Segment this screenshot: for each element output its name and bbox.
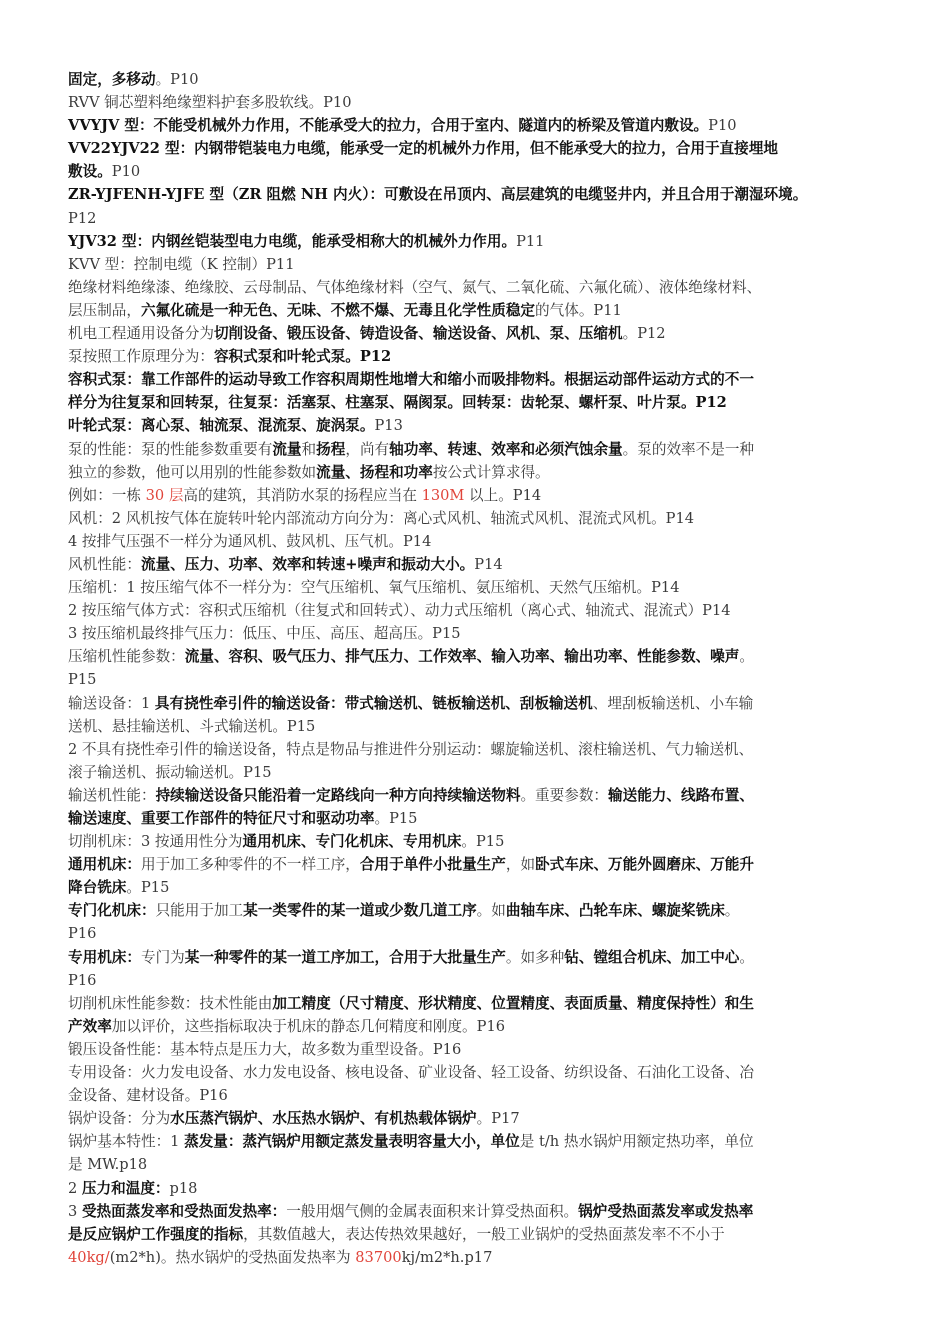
text-segment: 。泵的效率不是一种 bbox=[622, 440, 755, 458]
text-line bbox=[68, 576, 864, 599]
text-line bbox=[68, 946, 864, 969]
bold-text: 通用机床： bbox=[68, 856, 141, 874]
text-line bbox=[68, 207, 864, 230]
bold-text: VVYJV 型：不能受机械外力作用，不能承受大的拉力，合用于室内、隧道内的桥梁及管道内敷设。 bbox=[68, 117, 709, 135]
text-segment: 绝缘材料绝缘漆、绝缘胶、云母制品、气体绝缘材料（空气、氮气、二氧化硫、六氟化硫）、液体绝缘材料、 bbox=[68, 278, 762, 296]
text-line bbox=[68, 183, 864, 206]
text-line bbox=[68, 1084, 864, 1107]
text-segment: 。如多种 bbox=[505, 948, 565, 966]
text-line bbox=[68, 899, 864, 922]
text-line bbox=[68, 1200, 864, 1223]
text-segment: 风机：2 风机按气体在旋转叶轮内部流动方向分为：离心式风机、轴流式风机、混流式风机。P14 bbox=[68, 509, 695, 527]
text-line bbox=[68, 276, 864, 299]
text-line bbox=[68, 807, 864, 830]
text-segment: 层压制品， bbox=[68, 301, 141, 319]
text-line bbox=[68, 1177, 864, 1200]
highlight-text: 130M bbox=[421, 486, 465, 504]
bold-text: 锅炉受热面蒸发率或发热率 bbox=[578, 1202, 754, 1220]
text-segment: 锻压设备性能：基本特点是压力大，故多数为重型设备。P16 bbox=[68, 1040, 462, 1058]
text-line bbox=[68, 507, 864, 530]
text-line bbox=[68, 414, 864, 437]
bold-text: 流量、容积、吸气压力、排气压力、工作效率、输入功率、输出功率、性能参数、噪声 bbox=[184, 648, 740, 666]
highlight-text: 30 层 bbox=[145, 486, 184, 504]
text-segment: 按公式计算求得。 bbox=[432, 463, 550, 481]
bold-text: 通用机床、专门化机床、专用机床 bbox=[242, 833, 462, 851]
bold-text: 曲轴车床、凸轮车床、螺旋桨铣床 bbox=[505, 902, 725, 920]
bold-text: 加工精度（尺寸精度、形状精度、位置精度、表面质量、精度保持性）和生 bbox=[272, 994, 754, 1012]
text-segment: 以上。P14 bbox=[464, 486, 542, 504]
bold-text: 六氟化硫是一种无色、无味、不燃不爆、无毒且化学性质稳定 bbox=[140, 301, 536, 319]
text-segment: 、埋刮板输送机、小车输 bbox=[592, 694, 754, 712]
text-segment: 。如 bbox=[476, 902, 506, 920]
bold-text: 某一类零件的某一道或少数几道工序 bbox=[243, 902, 477, 920]
text-segment: kj/m2*h.p17 bbox=[401, 1248, 493, 1266]
text-segment: 锅炉设备：分为 bbox=[68, 1110, 171, 1128]
text-line bbox=[68, 137, 864, 160]
bold-text: 压力和温度： bbox=[81, 1179, 170, 1197]
text-segment: 只能用于加工 bbox=[155, 902, 244, 920]
bold-text: 持续输送设备只能沿着一定路线向一种方向持续输送物料 bbox=[155, 786, 521, 804]
text-segment: 4 按排气压强不一样分为通风机、鼓风机、压气机。P14 bbox=[68, 532, 432, 550]
bold-text: 切削设备、锻压设备、铸造设备、输送设备、风机、泵、压缩机 bbox=[213, 325, 623, 343]
text-line bbox=[68, 922, 864, 945]
text-line bbox=[68, 876, 864, 899]
bold-text: 某一种零件的某一道工序加工，合用于大批量生产 bbox=[184, 948, 506, 966]
text-segment: 2 按压缩气体方式：容积式压缩机（往复式和回转式）、动力式压缩机（离心式、轴流式、混流式）P14 bbox=[68, 602, 731, 620]
bold-text: 流量 bbox=[272, 440, 302, 458]
text-segment: 泵按照工作原理分为： bbox=[68, 348, 214, 366]
text-segment: P10 bbox=[111, 163, 141, 181]
text-segment: 压缩机性能参数： bbox=[68, 648, 185, 666]
text-segment: 是 t/h 热水锅炉用额定热功率，单位 bbox=[519, 1133, 754, 1151]
text-line bbox=[68, 299, 864, 322]
text-segment: 例如：一栋 bbox=[68, 486, 146, 504]
text-segment: 输送设备：1 bbox=[68, 694, 155, 712]
text-segment: 泵的性能：泵的性能参数重要有 bbox=[68, 440, 273, 458]
text-line bbox=[68, 738, 864, 761]
bold-text: 受热面蒸发率和受热面发热率： bbox=[81, 1202, 287, 1220]
text-segment: 锅炉基本特性：1 bbox=[68, 1133, 185, 1151]
text-line bbox=[68, 322, 864, 345]
bold-text: 专用机床： bbox=[68, 948, 141, 966]
bold-text: 固定，多移动 bbox=[68, 71, 156, 88]
text-line bbox=[68, 692, 864, 715]
text-segment: ，如 bbox=[505, 856, 536, 874]
text-line bbox=[68, 1107, 864, 1130]
text-line bbox=[68, 1153, 864, 1176]
text-segment: P15 bbox=[68, 671, 97, 689]
text-segment: (m2*h)。热水锅炉的受热面发热率为 bbox=[109, 1248, 356, 1266]
text-segment: 风机性能： bbox=[68, 555, 141, 573]
text-segment: 。P12 bbox=[622, 325, 666, 343]
text-segment: 3 bbox=[68, 1202, 82, 1220]
text-line bbox=[68, 553, 864, 576]
text-segment: P10 bbox=[708, 117, 737, 135]
bold-text: 降台铣床 bbox=[68, 879, 127, 897]
text-line bbox=[68, 622, 864, 645]
text-line bbox=[68, 484, 864, 507]
text-segment: 。 bbox=[739, 948, 754, 966]
bold-text: 蒸发量：蒸汽锅炉用额定蒸发量表明容量大小，单位 bbox=[184, 1133, 520, 1151]
text-segment: 。 bbox=[739, 648, 754, 666]
text-line bbox=[68, 438, 864, 461]
text-segment: P16 bbox=[68, 971, 97, 989]
text-segment: 滚子输送机、振动输送机。P15 bbox=[68, 763, 272, 781]
bold-text: 输送速度、重要工作部件的特征尺寸和驱动功率 bbox=[68, 810, 375, 827]
text-line bbox=[68, 969, 864, 992]
bold-text: YJV32 型：内钢丝铠装型电力电缆，能承受相称大的机械外力作用。 bbox=[68, 232, 517, 250]
bold-text: 容积式泵：靠工作部件的运动导致工作容积周期性地增大和缩小而吸排物料。根据运动部件运动方式的不一 bbox=[68, 371, 754, 389]
text-segment: 和 bbox=[301, 440, 317, 458]
text-segment: ，其数值越大，表达传热效果越好，一般工业锅炉的受热面蒸发率不不小于 bbox=[243, 1225, 725, 1243]
text-segment: 送机、悬挂输送机、斗式输送机。P15 bbox=[68, 717, 316, 735]
bold-text: 产效率 bbox=[68, 1017, 112, 1035]
bold-text: 水压蒸汽锅炉、水压热水锅炉、有机热载体锅炉 bbox=[170, 1110, 477, 1128]
text-segment: KVV 型：控制电缆（K 控制）P11 bbox=[68, 255, 295, 273]
bold-text: 具有挠性牵引件的输送设备：带式输送机、链板输送机、刮板输送机 bbox=[154, 694, 593, 712]
text-segment: 高的建筑，其消防水泵的扬程应当在 bbox=[183, 486, 422, 504]
text-line bbox=[68, 1246, 864, 1269]
text-segment: 切削机床：3 按通用性分为 bbox=[68, 833, 243, 851]
text-segment: 加以评价，这些指标取决于机床的静态几何精度和刚度。P16 bbox=[111, 1017, 506, 1035]
bold-text: 流量、压力、功率、效率和转速+噪声和振动大小。 bbox=[140, 555, 475, 573]
text-line bbox=[68, 253, 864, 276]
text-line bbox=[68, 830, 864, 853]
text-segment: 2 bbox=[68, 1179, 82, 1197]
bold-text: 轴功率、转速、效率和必须汽蚀余量 bbox=[389, 440, 623, 458]
text-line bbox=[68, 599, 864, 622]
text-segment: 。P15 bbox=[126, 879, 170, 897]
text-line bbox=[68, 114, 864, 137]
text-line bbox=[68, 368, 864, 391]
text-line bbox=[68, 761, 864, 784]
text-segment: ，尚有 bbox=[345, 440, 390, 458]
text-line bbox=[68, 391, 864, 414]
bold-text: 专门化机床： bbox=[68, 902, 156, 920]
text-line bbox=[68, 160, 864, 183]
bold-text: 输送能力、线路布置、 bbox=[608, 786, 754, 804]
text-line bbox=[68, 530, 864, 553]
text-line bbox=[68, 1223, 864, 1246]
text-segment: 。P10 bbox=[155, 71, 199, 88]
text-segment: 压缩机：1 按压缩气体不一样分为：空气压缩机、氧气压缩机、氨压缩机、天然气压缩机。P14 bbox=[68, 579, 680, 597]
text-line bbox=[68, 1130, 864, 1153]
text-segment: RVV 铜芯塑料绝缘塑料护套多股软线。P10 bbox=[68, 94, 352, 112]
bold-text: 样分为往复泵和回转泵，往复泵：活塞泵、柱塞泵、隔阂泵。回转泵：齿轮泵、螺杆泵、叶片泵。P12 bbox=[68, 394, 727, 412]
text-segment: 。P17 bbox=[476, 1110, 520, 1128]
text-segment: 机电工程通用设备分为 bbox=[68, 325, 214, 343]
text-segment: P16 bbox=[68, 925, 97, 943]
text-line bbox=[68, 853, 864, 876]
text-line bbox=[68, 668, 864, 691]
text-segment: 输送机性能： bbox=[68, 786, 156, 804]
bold-text: 扬程 bbox=[316, 440, 346, 458]
text-segment: 3 按压缩机最终排气压力：低压、中压、高压、超高压。P15 bbox=[68, 625, 461, 643]
text-segment: 专用设备：火力发电设备、水力发电设备、核电设备、矿业设备、轻工设备、纺织设备、石油化工设备、冶 bbox=[68, 1064, 754, 1082]
text-segment: 是 MW.p18 bbox=[68, 1156, 148, 1174]
bold-text: 是反应锅炉工作强度的指标 bbox=[68, 1225, 244, 1243]
text-segment: p18 bbox=[169, 1179, 198, 1197]
text-line bbox=[68, 91, 864, 114]
bold-text: 合用于单件小批量生产 bbox=[359, 856, 506, 874]
text-line bbox=[68, 715, 864, 738]
text-segment: 独立的参数，他可以用别的性能参数如 bbox=[68, 463, 317, 481]
text-segment: 切削机床性能参数：技术性能由 bbox=[68, 994, 273, 1012]
text-segment: 。P15 bbox=[374, 810, 418, 827]
text-segment: 专门为 bbox=[140, 948, 185, 966]
text-line bbox=[68, 992, 864, 1015]
highlight-text: 40kg/ bbox=[68, 1248, 110, 1266]
bold-text: ZR-YJFENH-YJFE 型（ZR 阻燃 NH 内火）：可敷设在吊顶内、高层建筑的电缆竖井内，并且合用于潮湿环境。 bbox=[68, 186, 808, 204]
text-segment: P13 bbox=[374, 417, 403, 435]
text-line bbox=[68, 345, 864, 368]
text-line bbox=[68, 1061, 864, 1084]
text-segment: P11 bbox=[516, 232, 545, 250]
text-segment: P14 bbox=[474, 555, 503, 573]
text-segment: 。 bbox=[724, 902, 740, 920]
highlight-text: 83700 bbox=[355, 1248, 402, 1266]
bold-text: 卧式车床、万能外圆磨床、万能升 bbox=[535, 856, 754, 874]
text-line bbox=[68, 645, 864, 668]
bold-text: 敷设。 bbox=[68, 163, 112, 181]
text-segment: P12 bbox=[68, 209, 97, 227]
text-line bbox=[68, 68, 864, 91]
text-line bbox=[68, 461, 864, 484]
text-line bbox=[68, 1015, 864, 1038]
bold-text: 容积式泵和叶轮式泵。P12 bbox=[213, 348, 392, 366]
text-segment: 金设备、建材设备。P16 bbox=[68, 1087, 228, 1105]
text-segment: 一般用烟气侧的金属表面积来计算受热面积。 bbox=[286, 1202, 579, 1220]
bold-text: VV22YJV22 型：内钢带铠装电力电缆，能承受一定的机械外力作用，但不能承受大的拉力，合用于直接埋地 bbox=[68, 140, 778, 158]
text-segment: 的气体。P11 bbox=[535, 301, 622, 319]
text-line bbox=[68, 1038, 864, 1061]
bold-text: 钻、镗组合机床、加工中心 bbox=[564, 948, 740, 966]
text-segment: 。重要参数： bbox=[520, 786, 609, 804]
text-segment: 用于加工多种零件的不一样工序， bbox=[140, 856, 360, 874]
bold-text: 叶轮式泵：离心泵、轴流泵、混流泵、旋涡泵。 bbox=[68, 417, 375, 435]
bold-text: 流量、扬程和功率 bbox=[316, 463, 433, 481]
text-line bbox=[68, 230, 864, 253]
text-segment: 。P15 bbox=[461, 833, 505, 851]
text-segment: 2 不具有挠性牵引件的输送设备，特点是物品与推进件分别运动：螺旋输送机、滚柱输送机、气力输送机、 bbox=[68, 740, 754, 758]
text-line bbox=[68, 784, 864, 807]
